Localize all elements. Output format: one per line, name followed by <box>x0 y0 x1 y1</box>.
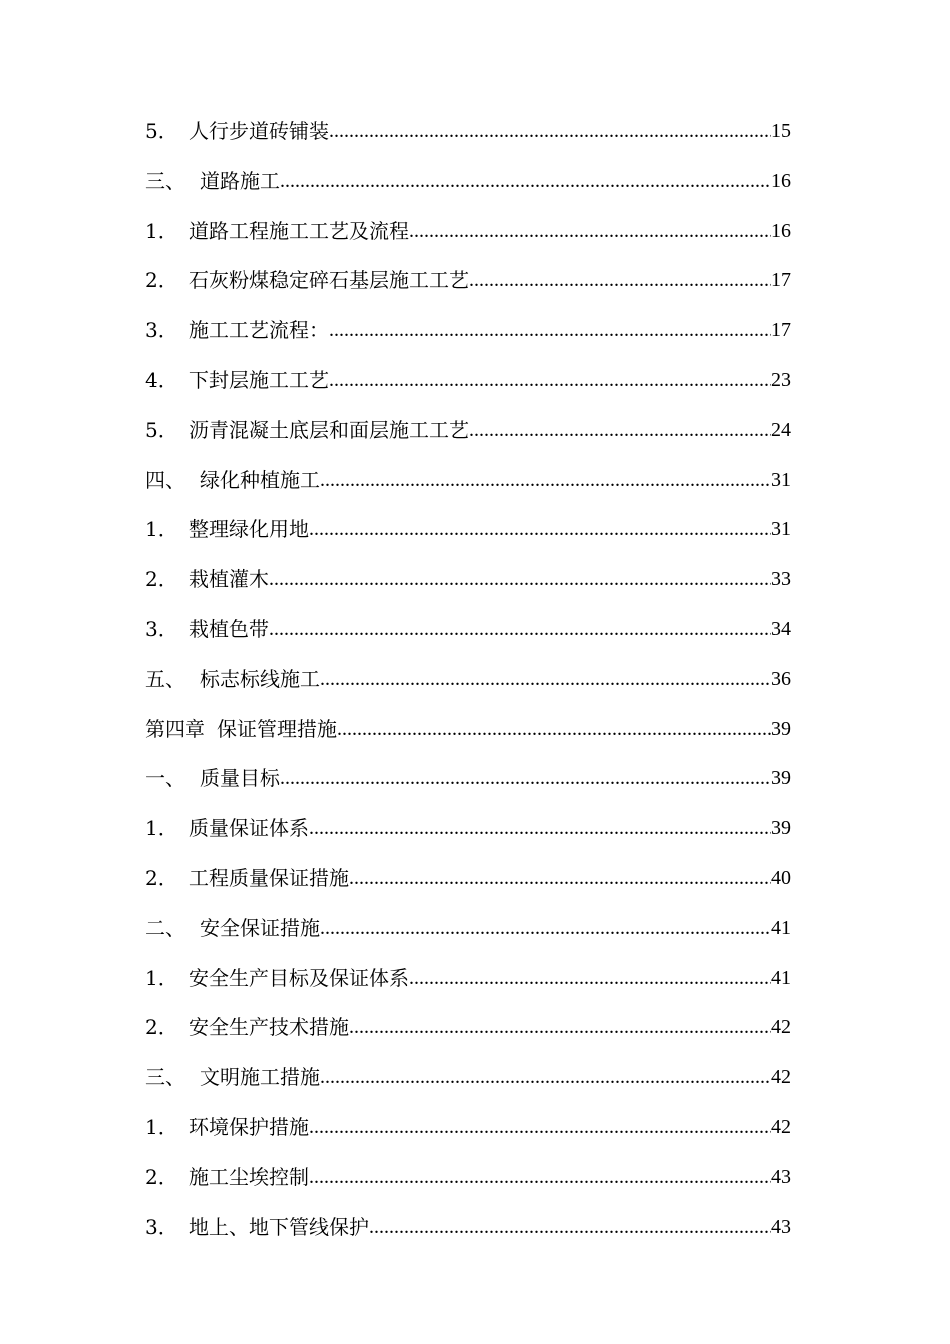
toc-entry-number: 2． <box>145 1164 178 1189</box>
toc-dot-leader <box>469 256 771 306</box>
toc-entry[interactable] <box>145 854 791 904</box>
toc-entry-page-number: 39 <box>771 717 791 740</box>
toc-entry-number: 3． <box>145 318 178 343</box>
toc-entry-title: 文明施工措施 <box>200 1065 320 1090</box>
toc-entry-title: 沥青混凝土底层和面层施工工艺 <box>189 417 469 442</box>
toc-entry-page-number: 43 <box>771 1165 791 1188</box>
toc-dot-leader <box>309 505 771 555</box>
toc-dot-leader <box>309 1103 771 1153</box>
toc-entry[interactable] <box>145 1153 791 1203</box>
toc-entry-page-number: 15 <box>771 120 791 142</box>
toc-entry-title: 保证管理措施 <box>217 716 337 741</box>
toc-dot-leader <box>269 555 771 605</box>
toc-entry[interactable] <box>145 904 791 954</box>
toc-dot-leader <box>309 804 771 854</box>
toc-entry[interactable] <box>145 107 791 157</box>
toc-entry-title: 安全生产目标及保证体系 <box>189 965 409 990</box>
toc-entry-title: 道路工程施工工艺及流程 <box>189 218 409 243</box>
toc-entry-number: 5． <box>145 417 178 442</box>
toc-entry-number: 1． <box>145 517 178 542</box>
table-of-contents <box>145 107 791 1252</box>
toc-entry-page-number: 41 <box>771 916 791 939</box>
toc-entry[interactable] <box>145 256 791 306</box>
toc-entry-number: 三、 <box>145 168 185 193</box>
toc-entry-title: 质量目标 <box>200 766 280 791</box>
toc-entry-title: 道路施工 <box>200 168 280 193</box>
toc-entry-page-number: 39 <box>771 817 791 840</box>
toc-dot-leader <box>409 954 771 1004</box>
toc-entry-number: 一、 <box>145 766 185 791</box>
toc-entry-page-number: 36 <box>771 667 791 690</box>
toc-entry[interactable] <box>145 605 791 655</box>
toc-entry-number: 第四章 <box>145 716 205 741</box>
toc-entry-page-number: 33 <box>771 568 791 591</box>
toc-entry-title: 人行步道砖铺装 <box>189 119 329 143</box>
toc-entry[interactable] <box>145 754 791 804</box>
toc-entry-title: 石灰粉煤稳定碎石基层施工工艺 <box>189 268 469 293</box>
toc-entry-page-number: 24 <box>771 418 791 441</box>
toc-entry-page-number: 31 <box>771 518 791 541</box>
toc-entry-number: 1． <box>145 816 178 841</box>
toc-dot-leader <box>280 754 771 804</box>
toc-entry-number: 3． <box>145 1214 178 1239</box>
toc-entry-page-number: 17 <box>771 269 791 292</box>
toc-entry-page-number: 41 <box>771 966 791 989</box>
toc-entry-number: 1． <box>145 218 178 243</box>
toc-entry[interactable] <box>145 804 791 854</box>
toc-entry-page-number: 39 <box>771 767 791 790</box>
toc-entry-title: 整理绿化用地 <box>189 517 309 542</box>
toc-entry[interactable] <box>145 705 791 755</box>
toc-dot-leader <box>469 406 771 456</box>
toc-entry-title: 环境保护措施 <box>189 1114 309 1139</box>
toc-entry[interactable] <box>145 356 791 406</box>
toc-entry-page-number: 34 <box>771 617 791 640</box>
toc-entry[interactable] <box>145 1003 791 1053</box>
toc-entry-page-number: 16 <box>771 219 791 242</box>
toc-dot-leader <box>329 306 771 356</box>
toc-entry-page-number: 31 <box>771 468 791 491</box>
toc-entry-number: 1． <box>145 1114 178 1139</box>
toc-entry-title: 施工工艺流程： <box>189 318 329 343</box>
toc-dot-leader <box>329 107 771 157</box>
toc-entry[interactable] <box>145 655 791 705</box>
toc-dot-leader <box>320 1053 771 1103</box>
toc-entry-number: 5． <box>145 119 178 143</box>
toc-entry[interactable] <box>145 456 791 506</box>
toc-entry[interactable] <box>145 306 791 356</box>
toc-entry-title: 质量保证体系 <box>189 816 309 841</box>
toc-dot-leader <box>329 356 771 406</box>
toc-entry[interactable] <box>145 505 791 555</box>
toc-entry-page-number: 43 <box>771 1215 791 1238</box>
toc-dot-leader <box>409 207 771 257</box>
toc-entry-title: 标志标线施工 <box>200 666 320 691</box>
toc-dot-leader <box>369 1203 771 1253</box>
toc-entry-title: 安全生产技术措施 <box>189 1015 349 1040</box>
toc-entry[interactable] <box>145 207 791 257</box>
toc-dot-leader <box>349 854 771 904</box>
toc-entry-title: 下封层施工工艺 <box>189 367 329 392</box>
toc-entry[interactable] <box>145 406 791 456</box>
toc-entry-title: 安全保证措施 <box>200 915 320 940</box>
toc-dot-leader <box>349 1003 771 1053</box>
toc-entry-title: 栽植色带 <box>189 616 269 641</box>
toc-dot-leader <box>309 1153 771 1203</box>
toc-entry-number: 1． <box>145 965 178 990</box>
toc-entry[interactable] <box>145 1203 791 1253</box>
toc-entry-page-number: 42 <box>771 1066 791 1089</box>
toc-entry-page-number: 42 <box>771 1016 791 1039</box>
toc-entry-page-number: 23 <box>771 368 791 391</box>
toc-entry[interactable] <box>145 954 791 1004</box>
toc-entry-title: 地上、地下管线保护 <box>189 1214 369 1239</box>
toc-entry-number: 4． <box>145 367 178 392</box>
toc-entry-page-number: 40 <box>771 866 791 889</box>
toc-entry-title: 栽植灌木 <box>189 567 269 592</box>
toc-entry-number: 二、 <box>145 915 185 940</box>
toc-entry-title: 施工尘埃控制 <box>189 1164 309 1189</box>
toc-entry-number: 2． <box>145 865 178 890</box>
toc-entry-number: 四、 <box>145 467 185 492</box>
toc-entry[interactable] <box>145 157 791 207</box>
toc-dot-leader <box>269 605 771 655</box>
toc-dot-leader <box>320 456 771 506</box>
toc-dot-leader <box>280 157 771 207</box>
toc-entry-number: 2． <box>145 1015 178 1040</box>
toc-entry[interactable] <box>145 555 791 605</box>
toc-entry-number: 2． <box>145 268 178 293</box>
toc-entry[interactable] <box>145 1053 791 1103</box>
toc-entry-page-number: 42 <box>771 1115 791 1138</box>
toc-entry-title: 绿化种植施工 <box>200 467 320 492</box>
toc-entry[interactable] <box>145 1103 791 1153</box>
toc-entry-page-number: 17 <box>771 319 791 342</box>
toc-dot-leader <box>320 655 771 705</box>
toc-dot-leader <box>337 705 771 755</box>
toc-entry-number: 三、 <box>145 1065 185 1090</box>
toc-entry-number: 五、 <box>145 666 185 691</box>
toc-entry-number: 3． <box>145 616 178 641</box>
toc-dot-leader <box>320 904 771 954</box>
toc-entry-page-number: 16 <box>771 169 791 192</box>
toc-entry-number: 2． <box>145 567 178 592</box>
toc-entry-title: 工程质量保证措施 <box>189 865 349 890</box>
